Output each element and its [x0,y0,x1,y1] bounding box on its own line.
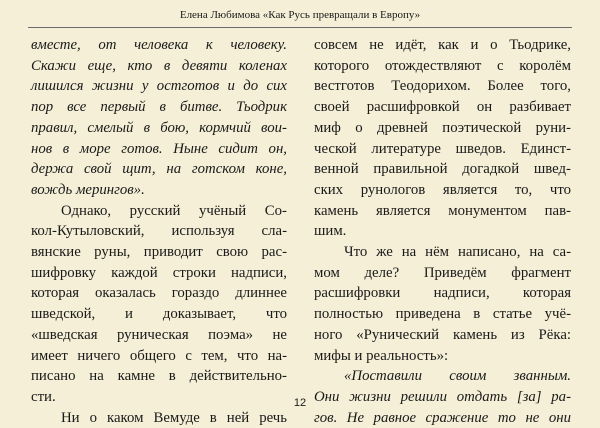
text-line: имеет ничего общего с тем, что на- [31,347,287,364]
text-line: камень является монументом пав- [314,202,571,219]
text-line: мифы и реальность»: [314,347,449,364]
text-line: венной правильной догадкой швед- [314,161,571,178]
text-line: совсем не идёт, как и о Тьодрике, [314,37,571,53]
text-line: ного «Рунический камень из Рёка: [314,326,571,343]
right-text-column [314,35,571,428]
text-line: «шведская руническая поэма» не [31,326,287,343]
text-line: лишился жизни у остготов и до сих [31,78,287,95]
text-line: своей расшифровкой он разбивает [314,99,571,116]
text-line: гов. Не равное сражение то не они [314,409,571,426]
text-line: держа свой щит, на готском коне, [31,161,287,178]
page-number [0,397,600,409]
page-number-label: 12 [293,397,307,409]
text-line: вместе, от человека к человеку. [31,37,287,53]
text-line: вождь мерингов». [31,181,145,198]
text-line: миф о древней поэтической руни- [314,119,571,136]
text-line: ских рунологов является то, что [314,181,571,198]
text-line: шим. [314,223,347,240]
text-line: ческой литературе шведов. Единст- [314,140,571,157]
text-line: которая оказалась гораздо длиннее [31,285,287,302]
text-line: Ни о каком Вемуде в ней речь [61,409,287,426]
text-line: вестготов Теодорихом. Более того, [314,78,571,95]
text-line: мом деле? Приведём фрагмент [314,264,571,281]
running-header [28,8,572,22]
text-line: Что же на нём написано, на са- [344,244,571,261]
text-line: нов в море готов. Ныне сидит он, [31,140,287,157]
header-divider [28,27,572,28]
text-line: писано на камне в действительно- [31,368,287,385]
text-line: пор все первый в битве. Тьодрик [31,99,287,116]
text-line: полностью приведена в статье учё- [314,306,571,323]
text-line: Скажи еще, кто в девяти коленах [31,57,287,74]
text-line: Однако, русский учёный Со- [61,202,287,219]
text-line: расшифровки надписи, которая [314,285,571,302]
text-line: Они жизни решили отдать [за] ра- [314,388,571,405]
text-line: «Поставили своим званным. [344,368,571,385]
text-line: кол-Кутыловский, используя сла- [31,223,287,240]
text-line: шифровку каждой строки надписи, [31,264,287,281]
running-header-title: Елена Любимова «Как Русь превращали в Европу» [179,9,421,21]
text-line: шведской, и доказывает, что [31,306,287,323]
text-line: вянские руны, приводит свою рас- [31,244,287,261]
text-line: правил, смелый в бою, кормчий вои- [31,119,287,136]
text-line: которого отождествляют с королём [314,57,571,74]
left-text-column [31,35,287,428]
text-line: сти. [31,388,56,405]
